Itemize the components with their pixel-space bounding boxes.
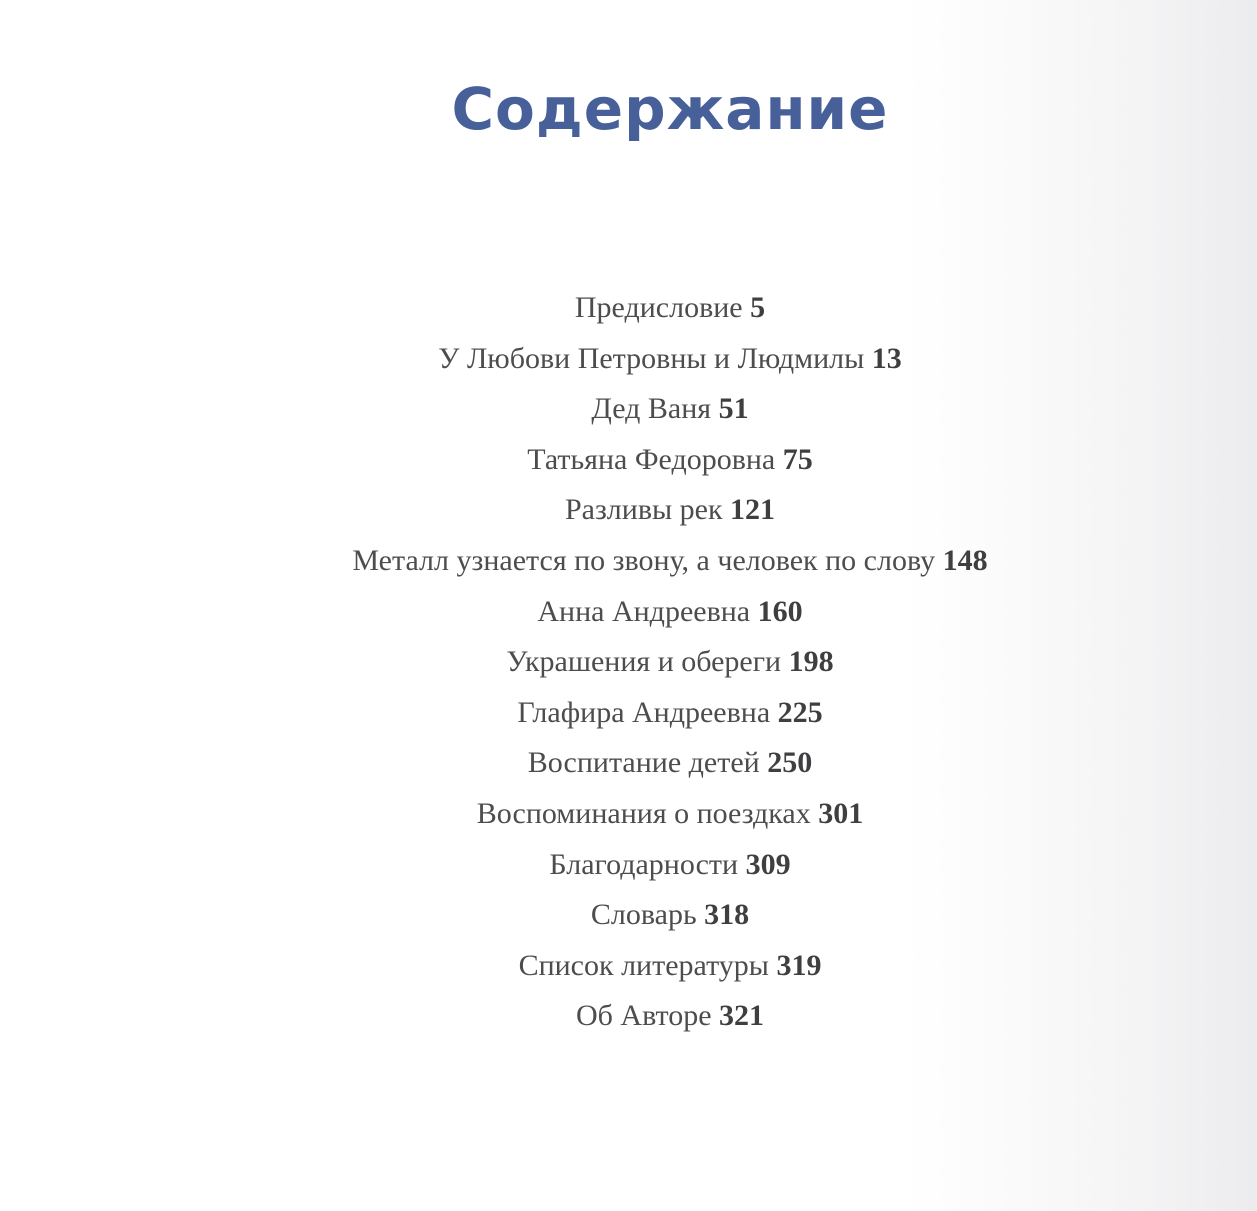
toc-entry[interactable] [0,991,1257,1042]
toc-entry-page-number: 318 [704,898,750,932]
toc-entry-page-number: 321 [719,999,765,1033]
toc-entry-title: Об Авторе [575,999,712,1033]
toc-entry-page-number: 301 [818,796,864,830]
toc-entry-page-number: 225 [777,695,823,729]
toc-entry-page-number: 13 [871,341,902,375]
toc-entry-page-number: 198 [788,645,834,679]
toc-entry[interactable] [0,941,1257,992]
toc-entry-title: Глафира Андреевна [517,695,771,729]
toc-entry-title: Воспитание детей [527,746,760,780]
toc-entry-page-number: 5 [750,291,766,324]
toc-entry[interactable] [0,384,1257,435]
toc-entry[interactable] [0,485,1257,536]
toc-entry[interactable] [0,890,1257,941]
toc-entry-title: У Любови Петровны и Людмилы [438,341,865,375]
toc-entry-title: Предисловие [574,291,743,324]
toc-entry-title: Украшения и обереги [506,645,782,679]
toc-entry[interactable] [0,536,1257,587]
toc-entry-title: Разливы рек [564,493,723,527]
toc-entry[interactable] [0,283,1257,334]
toc-entry[interactable] [0,334,1257,385]
toc-entry-page-number: 319 [776,948,822,982]
toc-entry-title: Благодарности [549,847,739,881]
toc-entry[interactable] [0,738,1257,789]
toc-entry-page-number: 121 [730,493,776,527]
toc-entry-title: Список литературы [518,948,769,982]
toc-entry-title: Словарь [590,898,697,932]
toc-entry-page-number: 148 [942,543,988,577]
toc-entry-page-number: 250 [767,746,813,780]
toc-entry-title: Анна Андреевна [537,594,751,628]
toc-entry[interactable] [0,435,1257,486]
table-of-contents [0,283,1257,1042]
toc-entry-page-number: 51 [718,392,749,426]
toc-entry-page-number: 75 [782,442,813,476]
toc-entry[interactable] [0,637,1257,688]
toc-entry-page-number: 160 [757,594,803,628]
toc-entry-title: Металл узнается по звону, а человек по слову [352,543,936,577]
toc-entry[interactable] [0,688,1257,739]
toc-entry[interactable] [0,587,1257,638]
toc-entry-page-number: 309 [745,847,791,881]
toc-entry-title: Татьяна Федоровна [527,442,776,476]
toc-entry[interactable] [0,789,1257,840]
toc-entry-title: Воспоминания о поездках [476,796,811,830]
toc-entry-title: Дед Ваня [591,392,712,426]
page-title: Содержание [451,74,889,143]
toc-entry[interactable] [0,840,1257,891]
